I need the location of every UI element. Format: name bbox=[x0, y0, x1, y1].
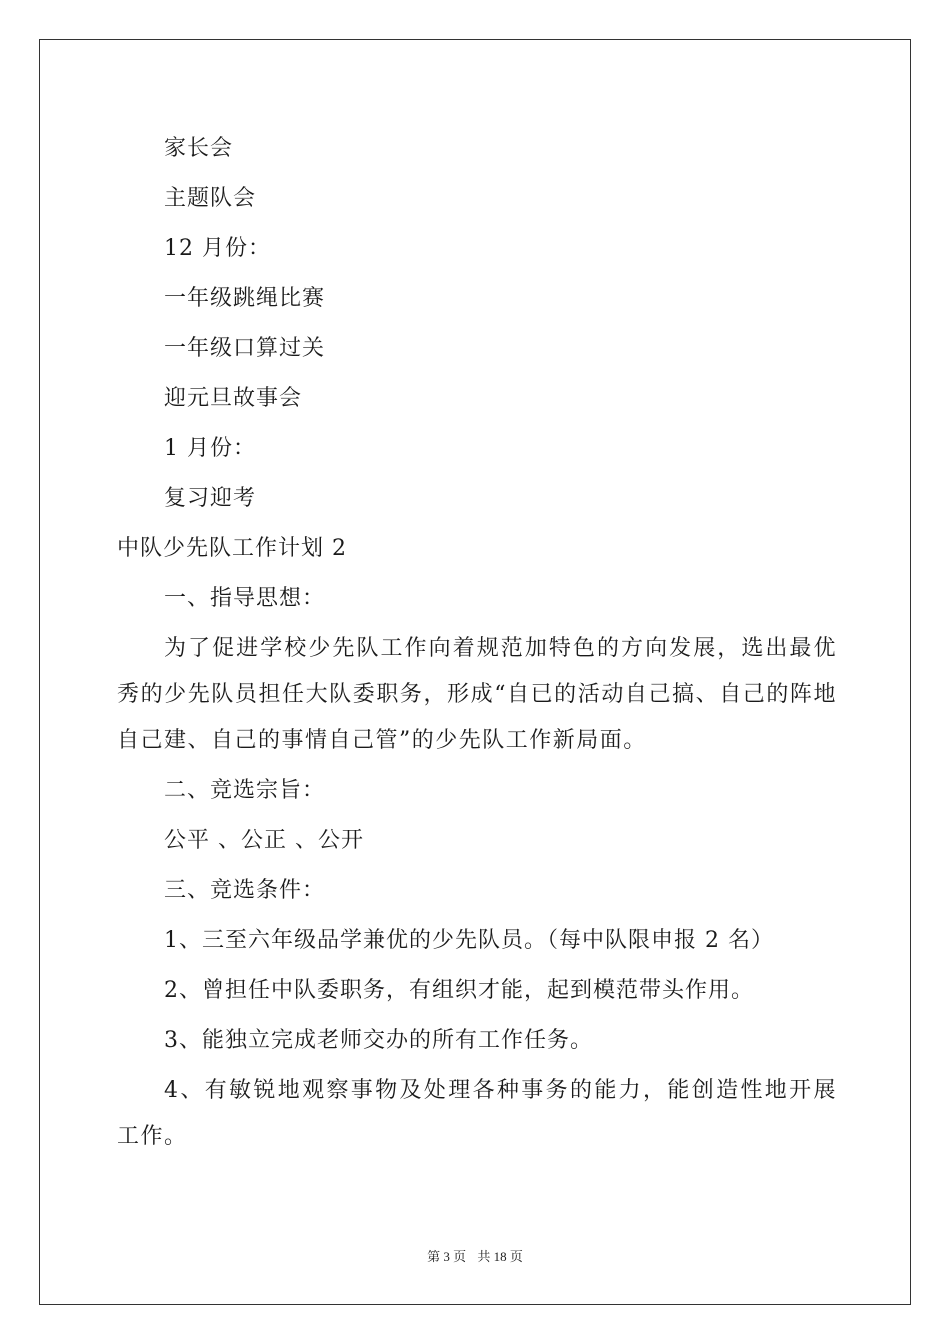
condition-item: 1、三至六年级品学兼优的少先队员。（每中队限申报 2 名） bbox=[164, 928, 774, 953]
condition-item: 4、有敏锐地观察事物及处理各种事务的能力，能创造性地开展工作。 bbox=[117, 1078, 837, 1149]
text-line: 1 月份： bbox=[164, 436, 256, 461]
page-number: 第 3 页 bbox=[427, 1249, 467, 1264]
text-line: 一年级口算过关 bbox=[164, 336, 326, 361]
text-line: 主题队会 bbox=[164, 186, 257, 211]
page-footer bbox=[0, 1246, 950, 1265]
document-body bbox=[117, 124, 837, 1162]
text-purpose: 公平 、公正 、公开 bbox=[164, 828, 364, 853]
heading-guiding-thought: 一、指导思想： bbox=[164, 586, 326, 611]
text-line: 一年级跳绳比赛 bbox=[164, 286, 326, 311]
condition-item: 2、曾担任中队委职务，有组织才能，起到模范带头作用。 bbox=[164, 978, 754, 1003]
text-line: 家长会 bbox=[164, 136, 234, 161]
heading-purpose: 二、竞选宗旨： bbox=[164, 778, 326, 803]
section-title: 中队少先队工作计划 2 bbox=[117, 536, 347, 561]
text-line: 迎元旦故事会 bbox=[164, 386, 303, 411]
heading-conditions: 三、竞选条件： bbox=[164, 878, 326, 903]
paragraph-guiding-thought: 为了促进学校少先队工作向着规范加特色的方向发展，选出最优秀的少先队员担任大队委职务，形成“自已的活动自己搞、自己的阵地自己建、自己的事情自己管”的少先队工作新局面。 bbox=[117, 636, 837, 753]
condition-item: 3、能独立完成老师交办的所有工作任务。 bbox=[164, 1028, 593, 1053]
page-total: 共 18 页 bbox=[477, 1249, 523, 1264]
text-line: 复习迎考 bbox=[164, 486, 257, 511]
text-line: 12 月份： bbox=[164, 236, 271, 261]
